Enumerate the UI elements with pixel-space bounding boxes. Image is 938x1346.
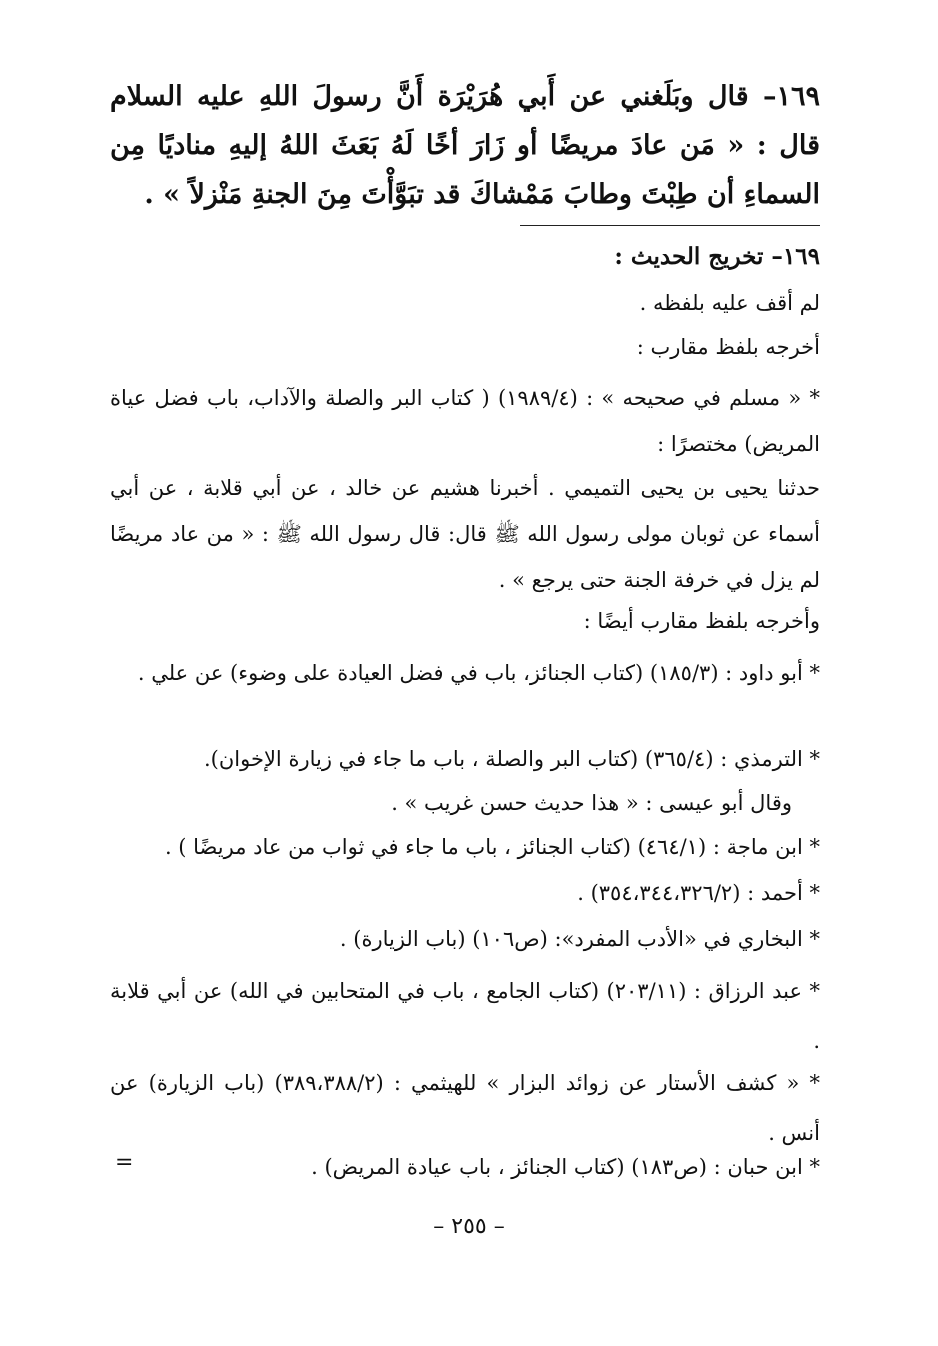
takhrij-line: حدثنا يحيى بن يحيى التميمي . أخبرنا هشيم عن خالد ، عن أبي قلابة ، عن أبي أسماء عن ثوبان مولى رسول الله ﷺ قال: قال رسول الله ﷺ : « من عاد مريضًا لم يزل في خرفة الجنة حتى يرجع » . — [110, 476, 820, 592]
takhrij-line: لم أقف عليه بلفظه . — [639, 291, 820, 315]
takhrij-line: * ابن ماجة : (٤٦٤/١) (كتاب الجنائز ، باب ما جاء في ثواب من عاد مريضًا ) . — [164, 835, 820, 859]
takhrij-line: * الترمذي : (٣٦٥/٤) (كتاب البر والصلة ، باب ما جاء في زيارة الإخوان). — [204, 747, 820, 771]
takhrij-line: * ابن حبان : (ص١٨٣) (كتاب الجنائز ، باب عيادة المريض) . — [311, 1155, 820, 1179]
takhrij-line: أخرجه بلفظ مقارب : — [636, 335, 820, 359]
continuation-mark: = — [115, 1150, 134, 1175]
page-number: – ٢٥٥ – — [433, 1214, 505, 1239]
takhrij-line: * البخاري في «الأدب المفرد»: (ص١٠٦) (باب الزيارة) . — [339, 927, 820, 951]
takhrij-heading: ١٦٩– تخريج الحديث : — [614, 243, 820, 270]
takhrij-line: * « كشف الأستار عن زوائد البزار » للهيثمي : (٣٨٩،٣٨٨/٢) (باب الزيارة) عن أنس . — [110, 1071, 820, 1145]
takhrij-line: وقال أبو عيسى : « هذا حديث حسن غريب » . — [391, 791, 792, 815]
takhrij-line: * « مسلم في صحيحه » : (١٩٨٩/٤) ( كتاب البر والصلة والآداب، باب فضل عياة المريض) مختصرًا : — [110, 386, 820, 456]
takhrij-line: * عبد الرزاق : (٢٠٣/١١) (كتاب الجامع ، باب في المتحابين في الله) عن أبي قلابة . — [110, 979, 820, 1053]
takhrij-line: * أحمد : (٣٥٤،٣٤٤،٣٢٦/٢) . — [577, 881, 820, 905]
takhrij-line: * أبو داود : (١٨٥/٣) (كتاب الجنائز، باب في فضل العيادة على وضوء) عن علي . — [137, 661, 820, 685]
hadith-number: ١٦٩ — [776, 81, 820, 112]
takhrij-line: وأخرجه بلفظ مقارب أيضًا : — [583, 609, 820, 633]
hadith-text — [110, 72, 820, 219]
separator-rule — [520, 225, 820, 226]
hadith-body: – قال وبَلَغني عن أَبي هُرَيْرَة أَنَّ رسولَ اللهِ عليه السلام قال : « مَن عادَ مريضًا أو زَارَ أخًا لَهُ بَعَثَ اللهُ إليهِ مناديًا مِن السماءِ أن طِبْتَ وطابَ مَمْشاكَ قد تبَوَّأْتَ مِنَ الجنةِ مَنْزلاً » . — [110, 81, 820, 210]
